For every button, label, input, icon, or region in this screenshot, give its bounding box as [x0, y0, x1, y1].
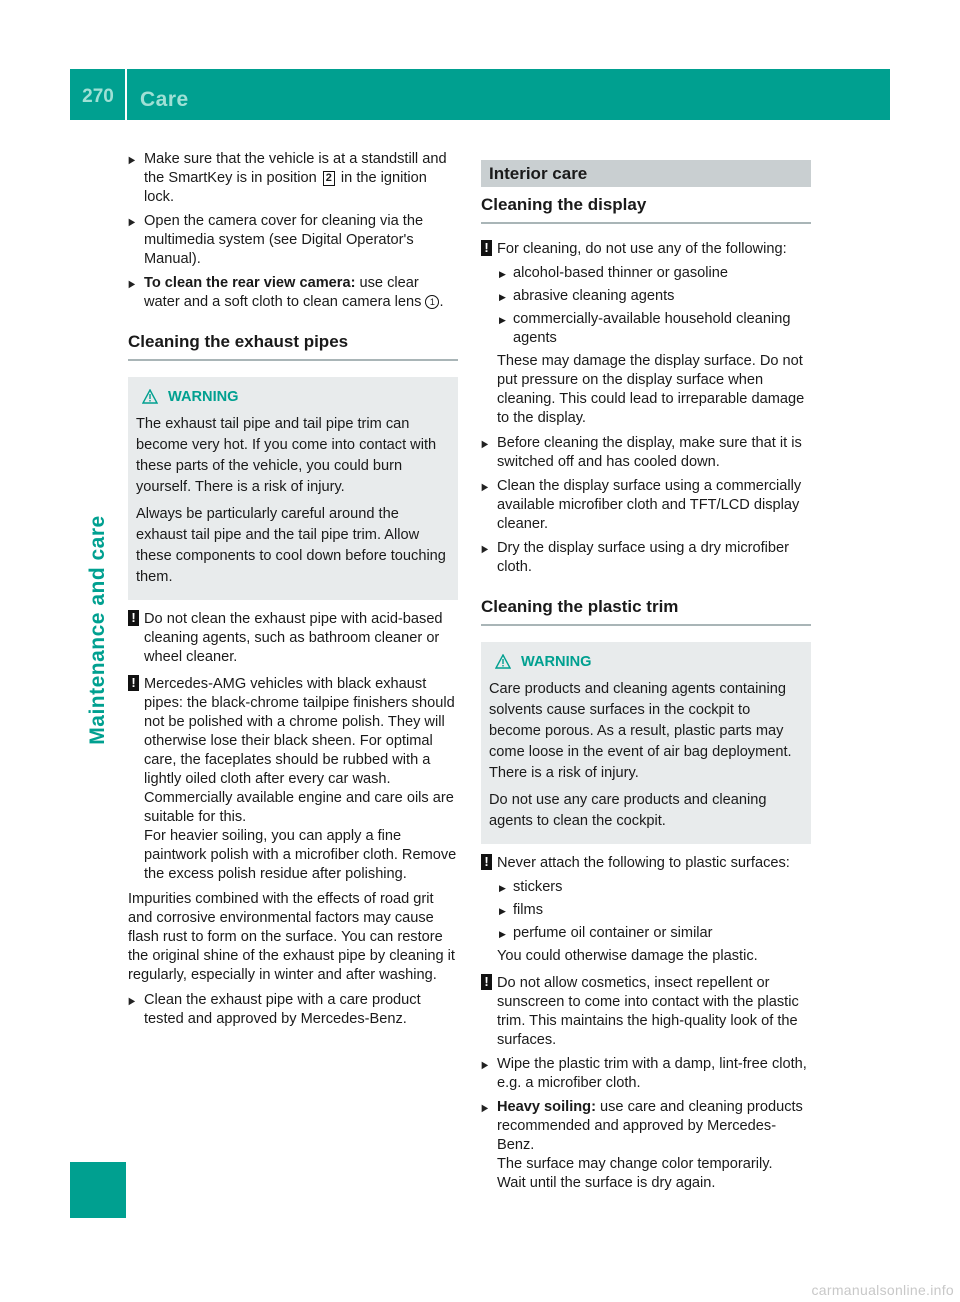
right-column	[481, 155, 811, 1193]
step-heavy-soiling: ▶ Heavy soiling: use care and cleaning products recommended and approved by Mercedes-Benz.	[481, 1098, 811, 1155]
step-standstill: ▶ Make sure that the vehicle is at a standstill and the SmartKey is in position 2 in the ignition lock.	[128, 150, 458, 207]
caution-icon: !	[128, 675, 139, 691]
paragraph-impurities: Impurities combined with the effects of road grit and corrosive environmental factors may cause flash rust to form on the surface. You can restore the original shine of the exhaust pipe by cleaning it regularly, especially in winter and after washing.	[128, 891, 455, 983]
watermark: carmanualsonline.info	[811, 1282, 954, 1298]
step-display-dry: ▶ Dry the display surface using a dry microfiber cloth.	[481, 539, 811, 577]
display-warning-text: These may damage the display surface. Do not put pressure on the display surface when cleaning. This could lead to irreparable damage to the display.	[497, 353, 805, 426]
note-amg: ! Mercedes-AMG vehicles with black exhaust pipes: the black-chrome tailpipe finishers should not be polished with a chrome polish. They will otherwise lose their black sheen. For optimal care, the faceplates should be rubbed with a lightly oiled cloth after every car wash. Commercially available engine and care oils are suitable for this.	[128, 675, 458, 827]
step-clean-exhaust: ▶ Clean the exhaust pipe with a care product tested and approved by Mercedes-Benz.	[128, 991, 458, 1029]
section-tab-block	[70, 1162, 126, 1218]
section-sidebar-label: Maintenance and care	[86, 515, 109, 745]
position-key: 2	[323, 171, 335, 186]
page-title: Care	[140, 88, 189, 111]
heading-display: Cleaning the display	[481, 195, 811, 224]
warning-title: WARNING	[489, 652, 803, 673]
heavy-soiling-note-2: Wait until the surface is dry again.	[497, 1175, 716, 1191]
note-amg-continued: For heavier soiling, you can apply a fine paintwork polish with a microfiber cloth. Remove the excess polish residue after polishing.	[144, 828, 457, 882]
plastic-warning-text: You could otherwise damage the plastic.	[497, 948, 758, 964]
step-display-clean: ▶ Clean the display surface using a commercially available microfiber cloth and TFT/LCD display cleaner.	[481, 477, 811, 534]
caution-icon: !	[128, 610, 139, 626]
step-open-camera-cover: ▶ Open the camera cover for cleaning via the multimedia system (see Digital Operator's Manual).	[128, 212, 458, 269]
note-acid: ! Do not clean the exhaust pipe with acid-based cleaning agents, such as bathroom cleaner or wheel cleaner.	[128, 610, 458, 667]
caution-icon: !	[481, 974, 492, 990]
caution-icon: !	[481, 240, 492, 256]
page-number: 270	[82, 86, 114, 107]
list-item: ▶ commercially-available household cleaning agents	[481, 310, 811, 348]
warning-text-2: Do not use any care products and cleaning agents to clean the cockpit.	[489, 792, 767, 829]
list-item: ▶ alcohol-based thinner or gasoline	[481, 264, 811, 283]
note-plastic: ! Never attach the following to plastic surfaces:	[481, 854, 811, 873]
warning-box-plastic	[481, 642, 811, 844]
list-item: ▶ abrasive cleaning agents	[481, 287, 811, 306]
list-item: ▶ stickers	[481, 878, 811, 897]
section-interior-care: Interior care	[481, 160, 811, 187]
caution-icon: !	[481, 854, 492, 870]
heading-plastic: Cleaning the plastic trim	[481, 597, 811, 626]
note-display: ! For cleaning, do not use any of the following:	[481, 240, 811, 259]
warning-text-1: The exhaust tail pipe and tail pipe trim can become very hot. If you come into contact with these parts of the vehicle, you could burn yourself. There is a risk of injury.	[136, 416, 437, 495]
warning-text-2: Always be particularly careful around the exhaust tail pipe and the tail pipe trim. Allow these components to cool down before touching them.	[136, 506, 446, 585]
list-item: ▶ films	[481, 901, 811, 920]
note-cosmetics: ! Do not allow cosmetics, insect repellent or sunscreen to come into contact with the plastic trim. This maintains the high-quality look of the surfaces.	[481, 974, 811, 1050]
warning-triangle-icon	[142, 389, 158, 404]
list-item: ▶ perfume oil container or similar	[481, 924, 811, 943]
warning-triangle-icon	[495, 654, 511, 669]
warning-text-1: Care products and cleaning agents containing solvents cause surfaces in the cockpit to become porous. As a result, plastic parts may come loose in the event of air bag deployment. There is a risk of injury.	[489, 681, 792, 781]
warning-title: WARNING	[136, 387, 450, 408]
header-divider	[125, 69, 127, 120]
lens-marker: 1	[425, 295, 439, 309]
step-wipe-plastic: ▶ Wipe the plastic trim with a damp, lint-free cloth, e.g. a microfiber cloth.	[481, 1055, 811, 1093]
heavy-soiling-note-1: The surface may change color temporarily.	[497, 1156, 773, 1172]
left-column	[128, 150, 458, 1034]
step-display-off: ▶ Before cleaning the display, make sure that it is switched off and has cooled down.	[481, 434, 811, 472]
header-bar	[70, 69, 890, 120]
step-clean-camera: ▶ To clean the rear view camera: use clear water and a soft cloth to clean camera lens 1 .	[128, 274, 458, 312]
warning-box-exhaust	[128, 377, 458, 600]
heading-exhaust: Cleaning the exhaust pipes	[128, 332, 458, 361]
